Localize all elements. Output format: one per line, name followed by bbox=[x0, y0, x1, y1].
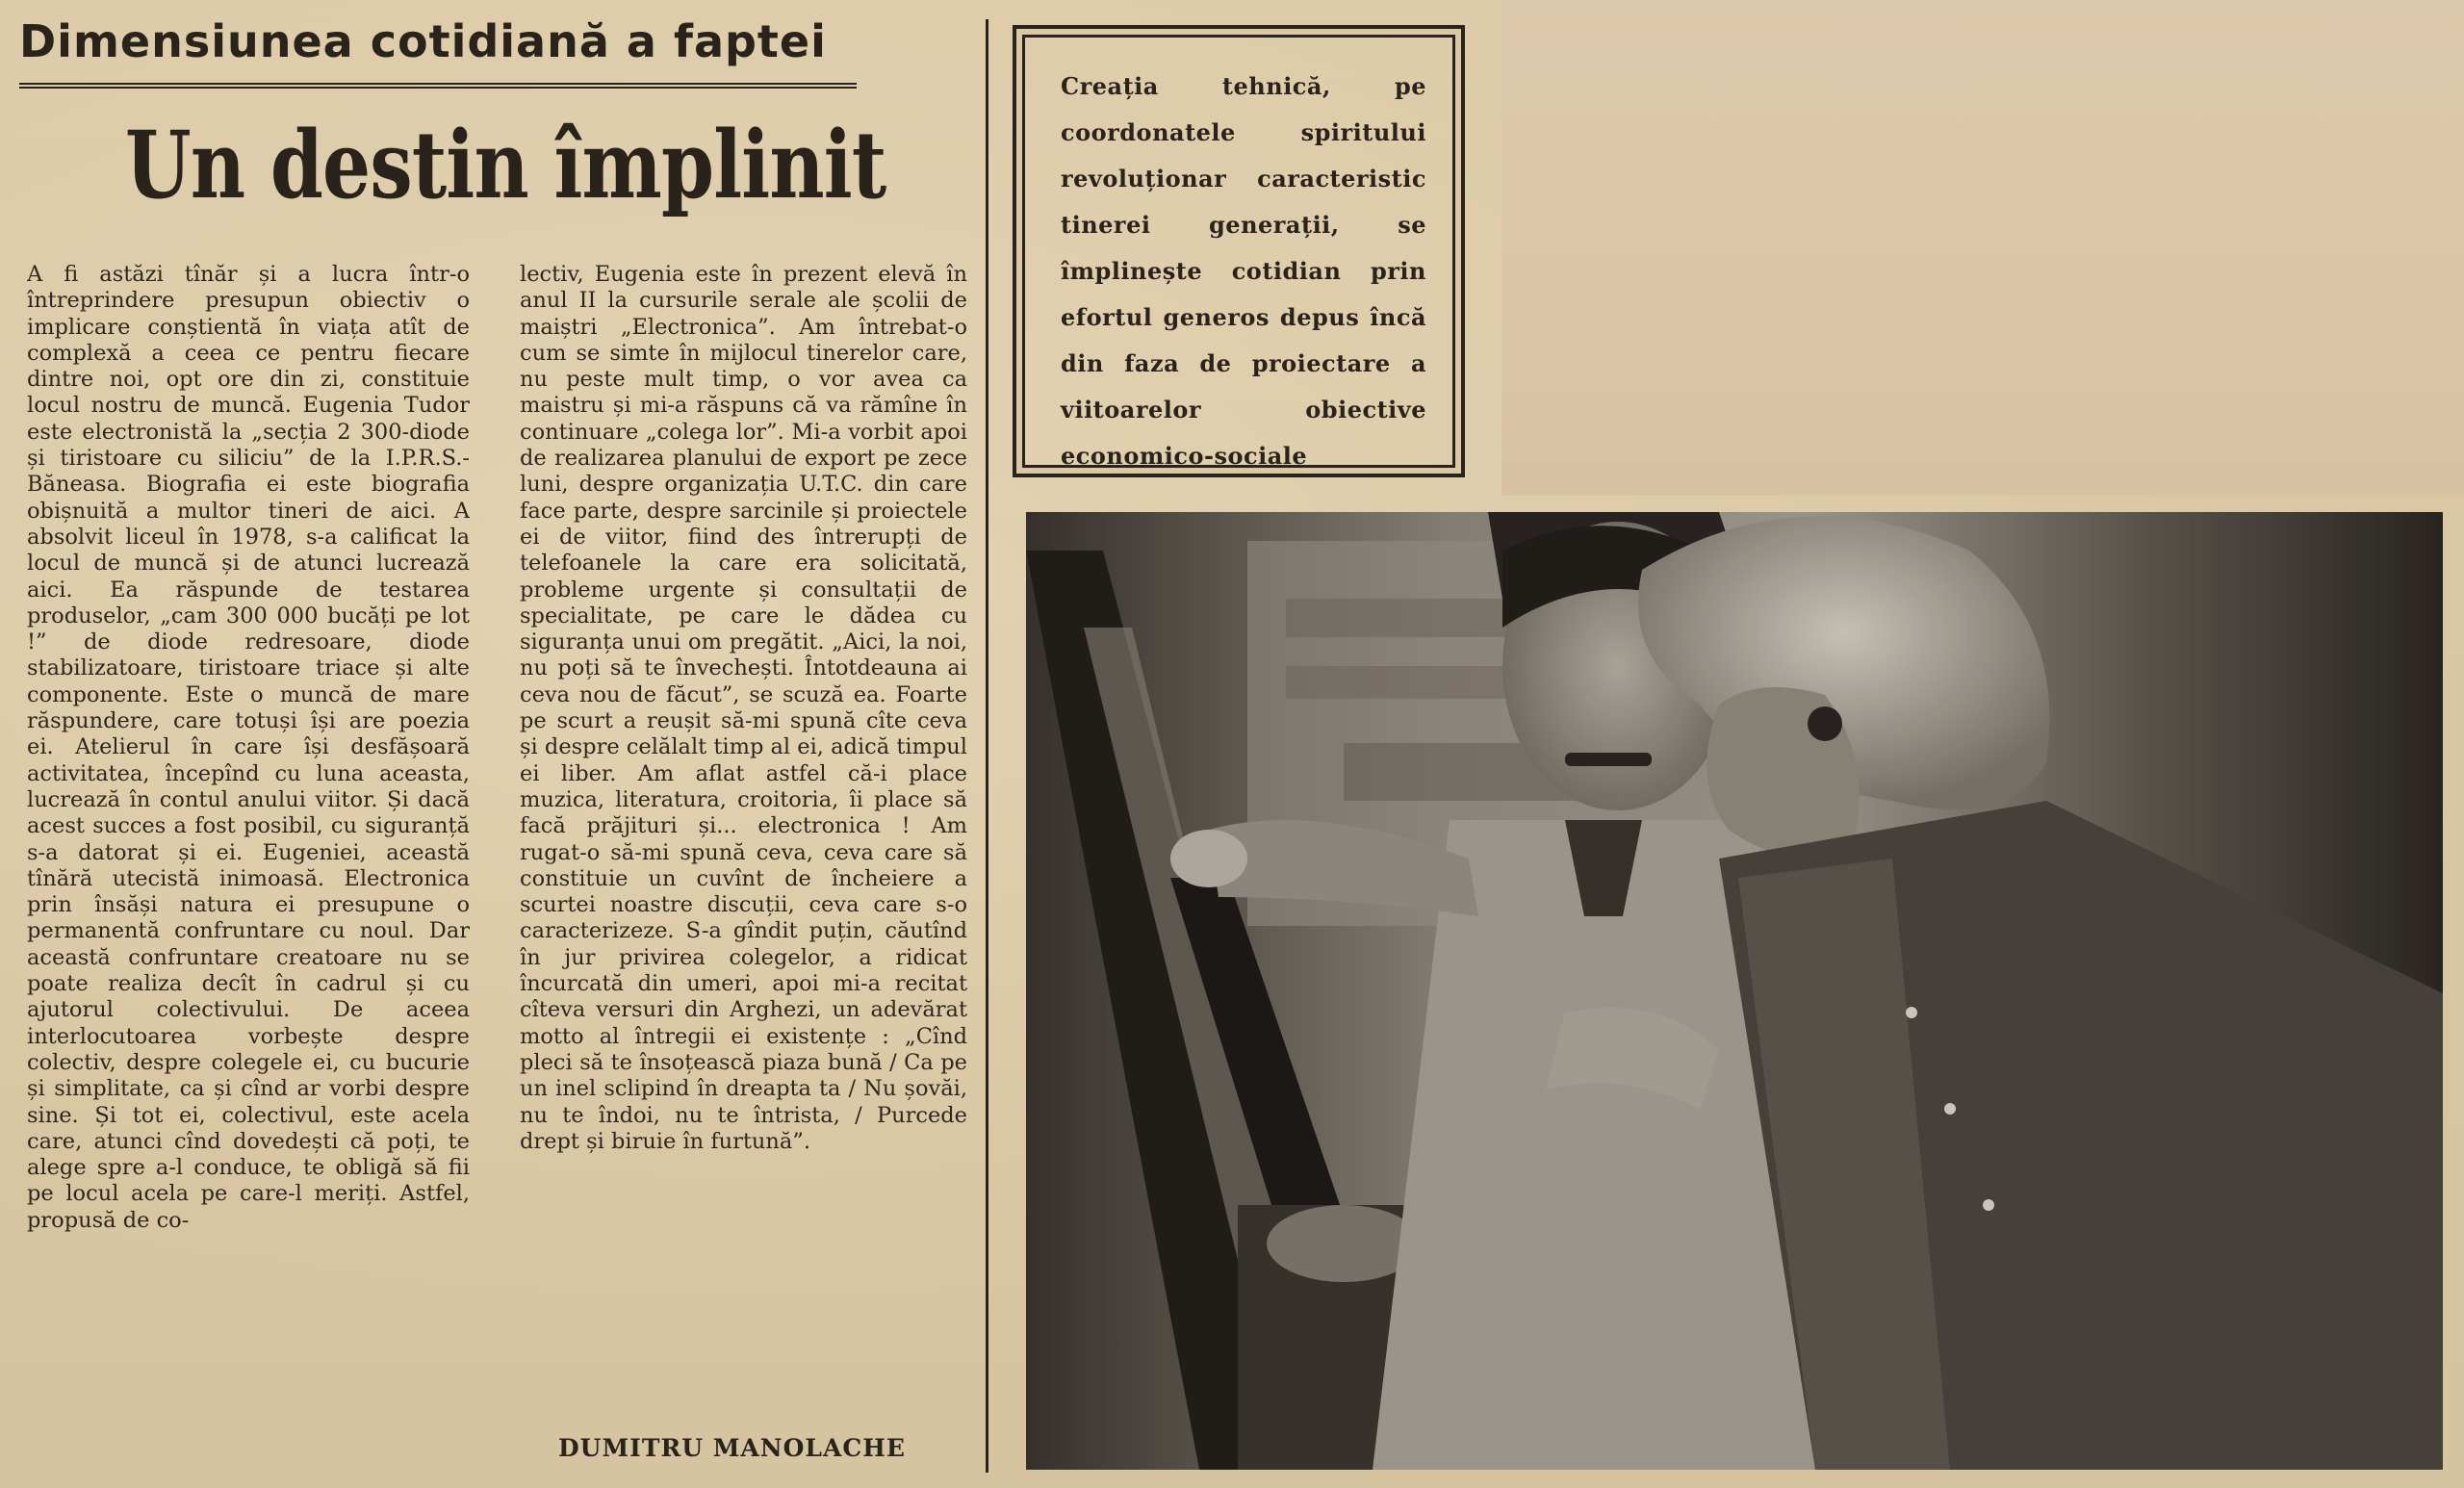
rubric-title: Dimensiunea cotidiană a faptei bbox=[19, 15, 827, 67]
column-1-text: A fi astăzi tînăr și a lucra într-o întreprindere presupun obiectiv o implicare conștientă în viața atît de complexă a ceea ce pentru fiecare dintre noi, opt ore din zi, constituie locul nostru de muncă. Eugenia Tudor este electronistă la „secția 2 300-diode și tiristoare cu siliciu” de la I.P.R.S.-Băneasa. Biografia ei este biografia obișnuită a multor tineri de aici. A absolvit liceul în 1978, s-a calificat la locul de muncă și de atunci lucrează aici. Ea răspunde de testarea produselor, „cam 300 000 bucăți pe lot !” de diode redresoare, diode stabilizatoare, tiristoare triace și alte componente. Este o muncă de mare răspundere, care totuși își are poezia ei. Atelierul în care își desfășoară activitatea, începînd cu luna aceasta, lucrează în contul anului viitor. Și dacă acest succes a fost posibil, cu siguranță s-a datorat și ei. Eugeniei, această tînără utecistă inimoasă. Electronica prin însăși natura ei presupune o permanentă confruntare cu noul. Dar această confruntare creatoare nu se poate realiza decît în cadrul și cu ajutorul colectivului. De aceea interlocutoarea vorbește despre colectiv, despre colegele ei, cu bucurie și simplitate, ca și cînd ar vorbi despre sine. Și tot ei, colectivul, este acela care, atunci cînd dovedești că poți, te alege spre a-l conduce, te obligă să fii pe locul acela pe care-l meriți. Astfel, propusă de co- bbox=[27, 262, 470, 1233]
article-byline: DUMITRU MANOLACHE bbox=[558, 1434, 906, 1462]
article-photo bbox=[1026, 512, 2443, 1470]
rubric-header bbox=[19, 8, 857, 89]
article-column-2 bbox=[520, 262, 967, 1417]
article-headline: Un destin împlinit bbox=[125, 111, 886, 219]
photo-two-workers-icon bbox=[1026, 512, 2443, 1470]
column-divider bbox=[986, 19, 988, 1473]
column-2-text: lectiv, Eugenia este în prezent elevă în anul II la cursurile serale ale școlii de maiștri „Electronica”. Am întrebat-o cum se simte în mijlocul tinerelor care, nu peste mult timp, o vor avea ca maistru și mi-a răspuns că va rămîne în continuare „colega lor”. Mi-a vorbit apoi de realizarea planului de export pe zece luni, despre organizația U.T.C. din care face parte, despre sarcinile și proiectele ei de viitor, fiind des întrerupți de telefoanele la care era solicitată, probleme urgente și consultații de specialitate, pe care le dădea cu siguranța unui om pregătit. „Aici, la noi, nu poți să te învechești. Întotdeauna ai ceva nou de făcut”, se scuză ea. Foarte pe scurt a reușit să-mi spună cîte ceva și despre celălalt timp al ei, adică timpul ei liber. Am aflat astfel că-i place muzica, literatura, croitoria, îi place să facă prăjituri și... electronica ! Am rugat-o să-mi spună ceva, ceva care să constituie un cuvînt de încheiere a scurtei noastre discuții, ceva care s-o caracterizeze. S-a gîndit puțin, căutînd în jur privirea colegelor, a ridicat încurcată din umeri, apoi mi-a recitat cîteva versuri din Arghezi, un adevărat motto al întregii ei existențe : „Cînd pleci să te însoțească piaza bună / Ca pe un inel sclipind în dreapta ta / Nu șovăi, nu te îndoi, nu te întrista, / Purcede drept și biruie în furtună”. bbox=[520, 262, 967, 1154]
article-column-1 bbox=[27, 262, 470, 1475]
caption-box-text: Creația tehnică, pe coordonatele spiritului revoluționar caracteristic tinerei generații, se împlinește cotidian prin efortul generos depus încă din faza de proiectare a viitoarelor obiective economico-sociale bbox=[1061, 72, 1426, 470]
caption-box bbox=[1013, 25, 1465, 477]
blank-paper-area bbox=[1502, 0, 2464, 496]
